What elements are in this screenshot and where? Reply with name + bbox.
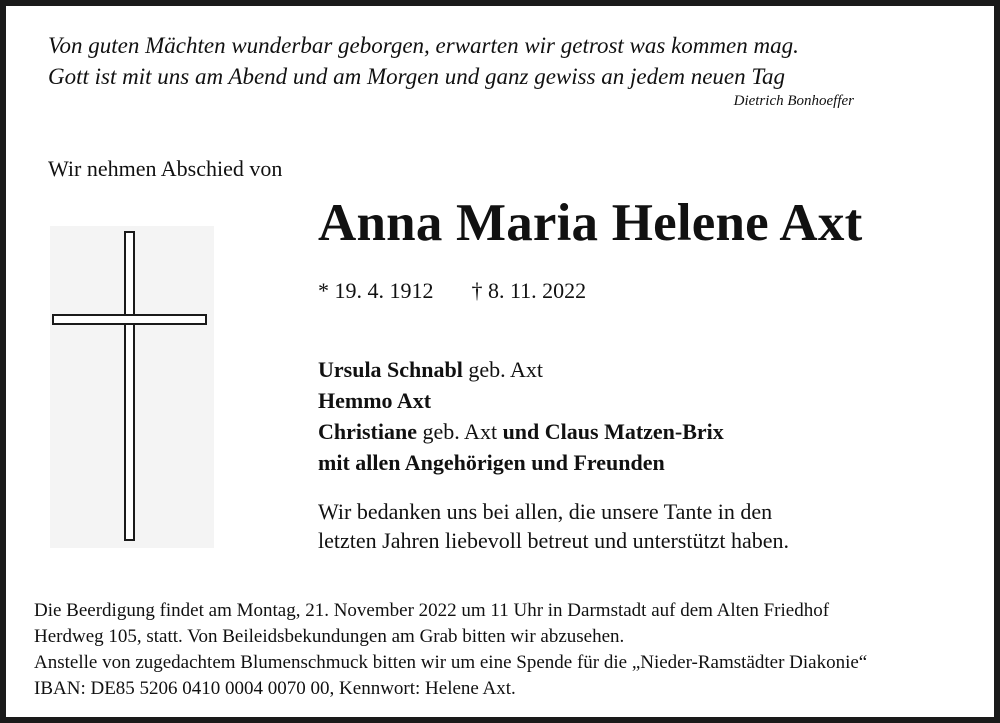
quote-author: Dietrich Bonhoeffer xyxy=(733,93,854,109)
life-dates xyxy=(318,278,586,304)
funeral-details xyxy=(34,598,867,702)
quote-line-1: Von guten Mächten wunderbar geborgen, erwarten wir getrost was kommen mag. xyxy=(48,33,799,58)
family-line-2 xyxy=(318,385,724,416)
family-member-name: Hemmo Axt xyxy=(318,388,432,413)
footer-line-4: IBAN: DE85 5206 0410 0004 0070 00, Kennwort: Helene Axt. xyxy=(34,678,516,699)
birth-date: * 19. 4. 1912 xyxy=(318,278,434,303)
thanks-line-1: Wir bedanken uns bei allen, die unsere Tante in den xyxy=(318,499,773,524)
cross-icon xyxy=(50,226,214,548)
family-member-partner: und Claus Matzen-Brix xyxy=(502,419,724,444)
family-member-suffix: geb. Axt xyxy=(417,419,503,444)
family-member-name: Christiane xyxy=(318,419,417,444)
quote-line-2: Gott ist mit uns am Abend und am Morgen und ganz gewiss an jedem neuen Tag xyxy=(48,64,786,89)
family-line-1 xyxy=(318,354,724,385)
family-signatures xyxy=(318,354,724,478)
farewell-heading: Wir nehmen Abschied von xyxy=(48,156,283,181)
family-member-name: Ursula Schnabl xyxy=(318,357,463,382)
footer-line-1: Die Beerdigung findet am Montag, 21. November 2022 um 11 Uhr in Darmstadt auf dem Alten Friedhof xyxy=(34,600,830,621)
quote xyxy=(48,30,878,92)
family-line-4 xyxy=(318,447,724,478)
deceased-name: Anna Maria Helene Axt xyxy=(318,194,863,252)
family-line-3 xyxy=(318,416,724,447)
thanks-line-2: letzten Jahren liebevoll betreut und unterstützt haben. xyxy=(318,528,790,553)
family-relatives: mit allen Angehörigen und Freunden xyxy=(318,450,665,475)
thanks-text xyxy=(318,497,789,555)
cross-graphic xyxy=(50,226,214,548)
death-date: † 8. 11. 2022 xyxy=(471,278,587,303)
family-member-suffix: geb. Axt xyxy=(462,357,543,382)
footer-line-3: Anstelle von zugedachtem Blumenschmuck bitten wir um eine Spende für die „Nieder-Ramstädter Diakonie“ xyxy=(34,652,868,673)
footer-line-2: Herdweg 105, statt. Von Beileidsbekundungen am Grab bitten wir abzusehen. xyxy=(34,626,625,647)
